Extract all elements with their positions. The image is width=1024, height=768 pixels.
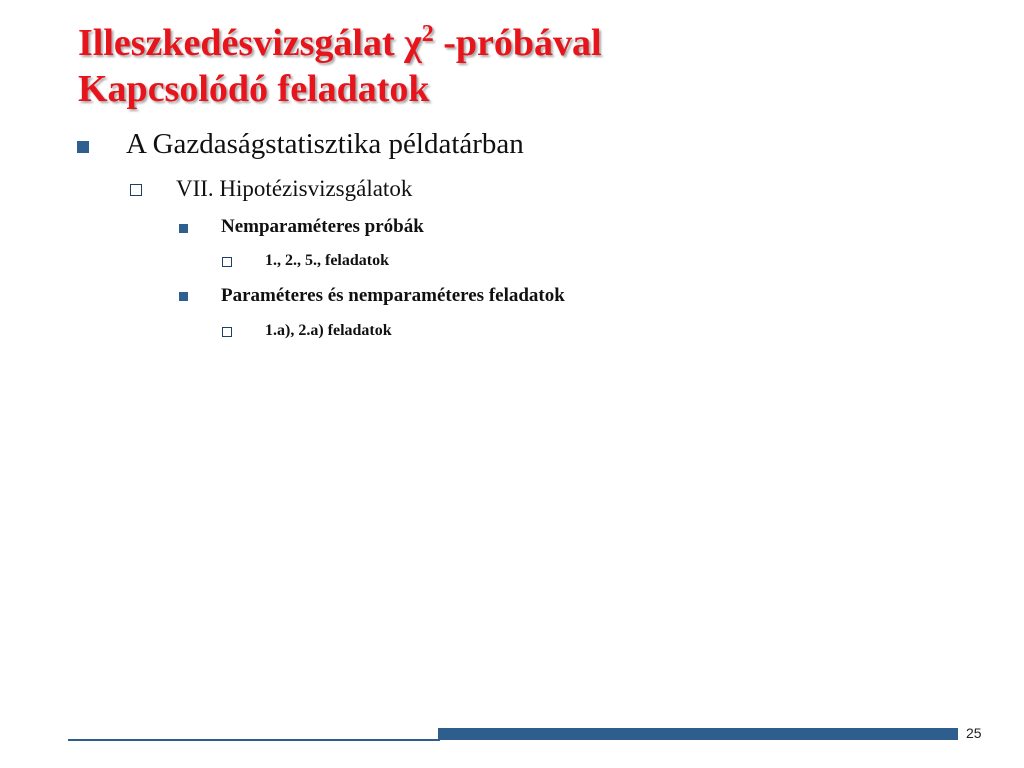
bullet-level-1: A Gazdaságstatisztika példatárban — [126, 128, 524, 160]
page-number: 25 — [966, 725, 982, 741]
bullet-level-4: 1., 2., 5., feladatok — [265, 252, 389, 269]
title-text-suffix: -próbával — [433, 22, 602, 64]
filled-square-bullet-icon — [179, 292, 188, 301]
footer-accent-bar — [438, 728, 958, 740]
title-line-2: Kapcsolódó feladatok — [78, 68, 430, 110]
slide-title — [78, 20, 602, 112]
bullet-level-2: VII. Hipotézisvizsgálatok — [176, 176, 413, 201]
hollow-square-bullet-icon — [130, 184, 142, 196]
title-text: Illeszkedésvizsgálat χ — [78, 22, 422, 64]
bullet-level-3: Nemparaméteres próbák — [221, 216, 424, 237]
bullet-level-3: Paraméteres és nemparaméteres feladatok — [221, 285, 565, 306]
bullet-level-4: 1.a), 2.a) feladatok — [265, 322, 392, 339]
footer-divider-line — [68, 739, 440, 741]
title-line-1 — [78, 20, 602, 66]
filled-square-bullet-icon — [179, 224, 188, 233]
filled-square-bullet-icon — [77, 141, 89, 153]
hollow-square-bullet-icon — [222, 327, 232, 337]
hollow-square-bullet-icon — [222, 257, 232, 267]
title-superscript: 2 — [421, 21, 434, 47]
